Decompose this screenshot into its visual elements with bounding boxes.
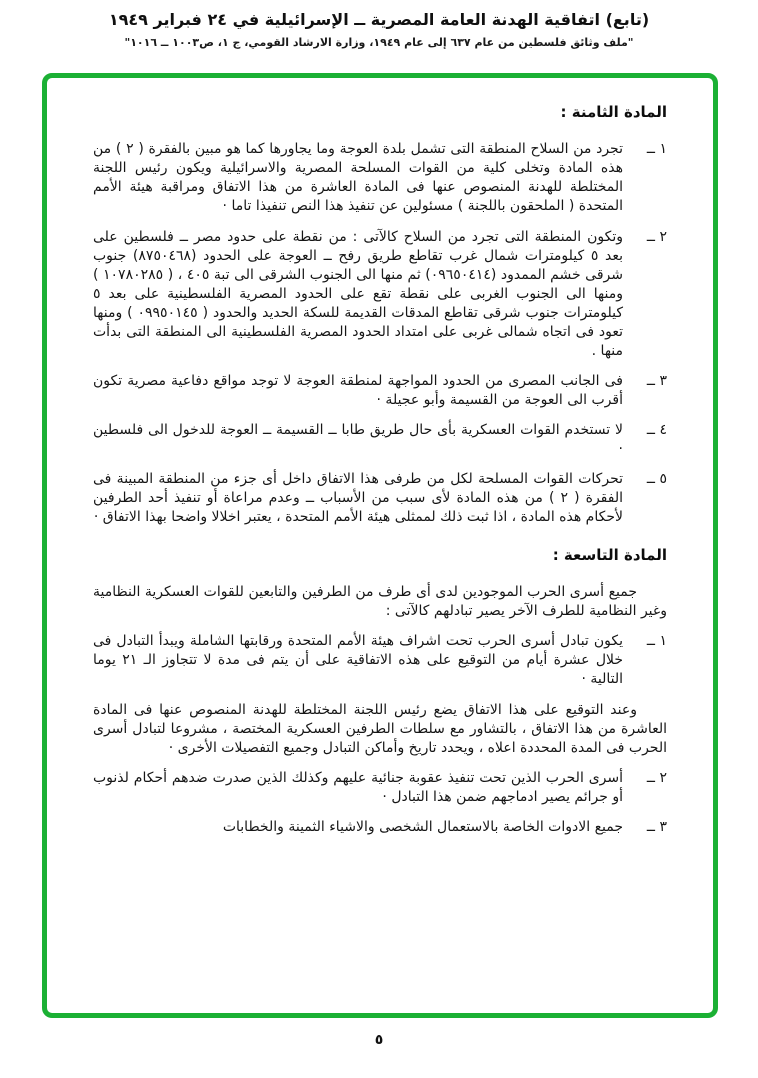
page-header bbox=[0, 10, 758, 49]
article-9-intro: جميع أسرى الحرب الموجودين لدى أى طرف من الطرفين والتابعين للقوات العسكرية النظامية وغير النظامية للطرف الآخر يصير تبادلهم كالآتى : bbox=[93, 584, 667, 620]
clause-text: تحركات القوات المسلحة لكل من طرفى هذا الاتفاق داخل أى جزء من المنطقة المبينة فى الفقرة ( ٢ ) من هذه المادة لأى سبب من الأسباب ــ وعدم مراعاة أو تنفيذ أحد الطرفين لأحكام هذه المادة ، اذا ثبت ذلك لممثلى هيئة الأمم المتحدة ، يعتبر اخلالا واضحا بهذا الاتفاق · bbox=[93, 470, 623, 525]
article-8-clause-4 bbox=[93, 421, 667, 459]
document-source-citation: "ملف وثائق فلسطين من عام ٦٣٧ إلى عام ١٩٤٩، وزارة الارشاد القومي، ج ١، ص١٠٠٣ ــ ١٠١٦" bbox=[124, 36, 634, 49]
document-title: (تابع) اتفاقية الهدنة العامة المصرية ــ الإسرائيلية في ٢٤ فبراير ١٩٤٩ bbox=[108, 10, 650, 29]
article-9-clause-3 bbox=[93, 818, 667, 837]
clause-number: ١ ــ bbox=[646, 141, 667, 158]
article-8-clause-2 bbox=[93, 228, 667, 361]
clause-text: جميع الادوات الخاصة بالاستعمال الشخصى والاشياء الثمينة والخطابات bbox=[222, 818, 623, 835]
clause-text: أسرى الحرب الذين تحت تنفيذ عقوبة جنائية عليهم وكذلك الذين صدرت ضدهم أحكام لذنوب أو جرائم يصير ادماجهم ضمن هذا التبادل · bbox=[93, 769, 623, 805]
clause-number: ١ ــ bbox=[646, 633, 667, 650]
article-8-clause-3 bbox=[93, 372, 667, 410]
clause-number: ٥ ــ bbox=[646, 470, 667, 487]
clause-text: تجرد من السلاح المنطقة التى تشمل بلدة العوجة وما يجاورها كما هو مبين بالفقرة ( ٢ ) من هذه المادة وتخلى كلية من القوات المسلحة المصرية والاسرائيلية ويكون رئيس اللجنة المختلطة للهدنة المنصوص عنها فى المادة العاشرة من هذا الاتفاق ومراقبة هيئة الأمم المتحدة ( الملحقون باللجنة ) مسئولين عن تنفيذ هذا النص تنفيذا تاما · bbox=[93, 141, 623, 215]
clause-text: فى الجانب المصرى من الحدود المواجهة لمنطقة العوجة لا توجد مواقع دفاعية مصرية تكون أقرب الى العوجة من القسيمة وأبو عجيلة · bbox=[93, 372, 623, 408]
article-8-clause-1 bbox=[93, 140, 667, 216]
article-8-clause-5 bbox=[93, 470, 667, 527]
clause-number: ٢ ــ bbox=[646, 228, 667, 245]
article-8-heading: المادة الثامنة : bbox=[560, 103, 667, 121]
clause-number: ٢ ــ bbox=[646, 769, 667, 786]
article-9-heading: المادة التاسعة : bbox=[552, 545, 667, 564]
clause-text: يكون تبادل أسرى الحرب تحت اشراف هيئة الأمم المتحدة ورقابتها الشاملة ويبدأ التبادل فى خلال عشرة أيام من التوقيع على هذه الاتفاقية على أن يتم فى مدة لا تتجاوز الـ ٢١ يوما التالية · bbox=[93, 633, 624, 688]
clause-number: ٣ ــ bbox=[646, 372, 667, 389]
article-9-clause-1 bbox=[93, 632, 667, 689]
clause-number: ٣ ــ bbox=[646, 818, 667, 835]
content-frame bbox=[42, 73, 718, 1018]
clause-text: لا تستخدم القوات العسكرية بأى حال طريق طابا ــ القسيمة ــ العوجة للدخول الى فلسطين · bbox=[93, 421, 623, 457]
article-9-clause-2 bbox=[93, 769, 667, 807]
article-9-signing-paragraph: وعند التوقيع على هذا الاتفاق يضع رئيس اللجنة المختلطة للهدنة المنصوص عنها فى المادة العاشرة من هذا الاتفاق ، بالتشاور مع سلطات الطرفين العسكرية المختصة ، مشروعا لتبادل أسرى الحرب فى المدة المحددة اعلاه ، ويحدد تاريخ وأماكن التبادل وجميع التفصيلات الأخرى · bbox=[93, 701, 667, 756]
clause-text: وتكون المنطقة التى تجرد من السلاح كالآتى : من نقطة على حدود مصر ــ فلسطين على بعد ٥ كيلومترات شمال غرب تقاطع طريق رفح ــ العوجة على الحدود (٨٧٥٠٤٦٨) جنوب شرقى خشم الممدود (٠٩٦٥٠٤١٤) ثم منها الى الجنوب الشرقى الى تبة ٤٠٥ ، ( ١٠٧٨٠٢٨٥ ) ومنها الى الجنوب الغربى على نقطة تقع على الحدود المصرية الفلسطينية على بعد ٥ كيلومترات جنوب شرقى تقاطع المدقات القديمة للسكة الحديد والحدود ( ٠٩٩٥٠١٤٥ ) ومنها تعود فى اتجاه شمالى غربى على امتداد الحدود المصرية الفلسطينية الى المنطقة التى بدأت منها . bbox=[93, 228, 624, 359]
clause-number: ٤ ــ bbox=[646, 421, 667, 438]
document-body bbox=[93, 102, 667, 837]
page-number: ٥ bbox=[374, 1032, 384, 1048]
